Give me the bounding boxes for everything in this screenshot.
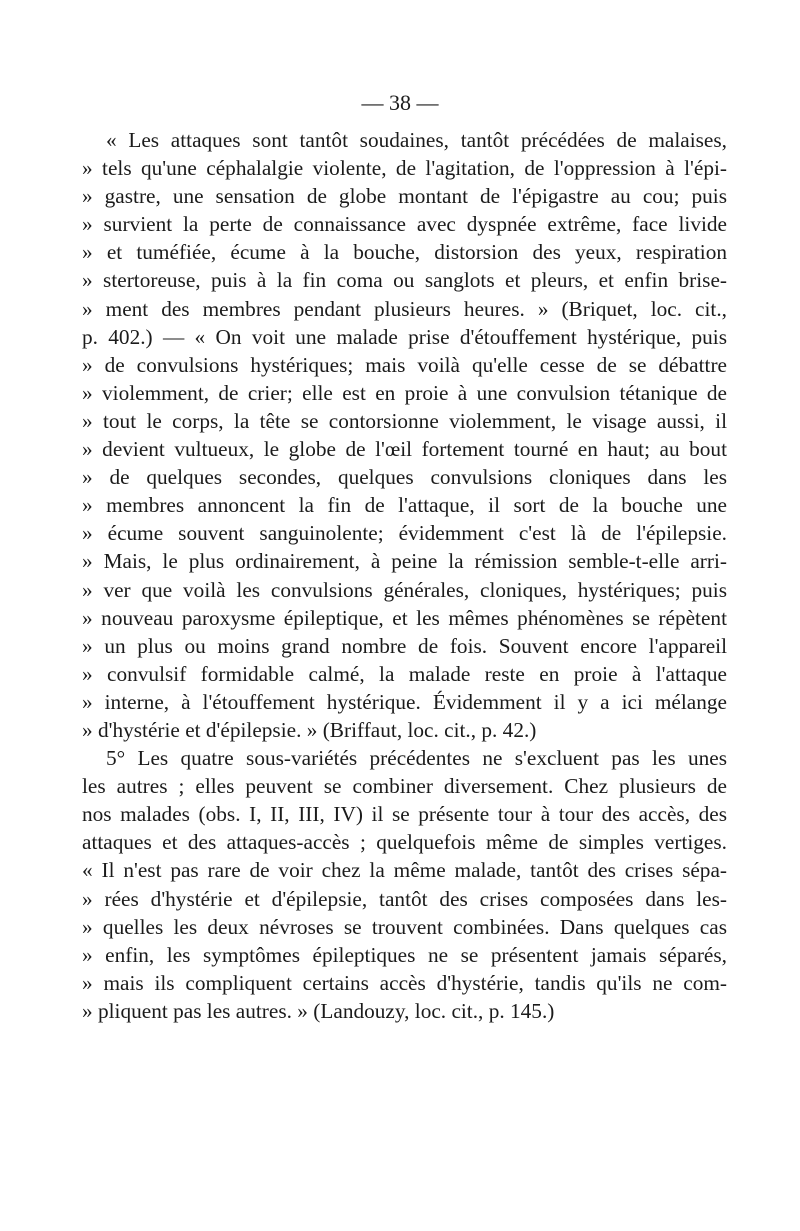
text-line: » tout le corps, la tête se contorsionne violemment, le visage aussi, il [82,408,727,433]
text-line: » ment des membres pendant plusieurs heures. » (Briquet, loc. cit., [82,296,727,321]
text-line: » survient la perte de connaissance avec dyspnée extrême, face livide [82,212,727,237]
text-line: 5° Les quatre sous-variétés précédentes ne s'excluent pas les unes [106,746,727,771]
text-line: » devient vultueux, le globe de l'œil fortement tourné en haut; au bout [82,437,727,462]
text-line: » ver que voilà les convulsions générales, cloniques, hystériques; puis [82,577,727,602]
text-line: » convulsif formidable calmé, la malade reste en proie à l'attaque [82,661,727,686]
text-line: » Mais, le plus ordinairement, à peine la rémission semble-t-elle arri- [82,549,727,574]
text-line: les autres ; elles peuvent se combiner diversement. Chez plusieurs de [82,774,727,799]
text-line: » écume souvent sanguinolente; évidemment c'est là de l'épilepsie. [82,521,727,546]
text-line: » de convulsions hystériques; mais voilà qu'elle cesse de se débattre [82,352,727,377]
text-line: » quelles les deux névroses se trouvent combinées. Dans quelques cas [82,914,727,939]
text-line: nos malades (obs. I, II, III, IV) il se présente tour à tour des accès, des [82,802,727,827]
text-line: » mais ils compliquent certains accès d'hystérie, tandis qu'ils ne com- [82,970,727,995]
body-text [82,126,727,1025]
text-line: » gastre, une sensation de globe montant de l'épigastre au cou; puis [82,184,727,209]
text-line: » rées d'hystérie et d'épilepsie, tantôt des crises composées dans les- [82,886,727,911]
text-line: » violemment, de crier; elle est en proie à une convulsion tétanique de [82,380,727,405]
text-line: » et tuméfiée, écume à la bouche, distorsion des yeux, respiration [82,240,727,265]
text-line: » nouveau paroxysme épileptique, et les mêmes phénomènes se répètent [82,605,727,630]
text-line: » membres annoncent la fin de l'attaque, il sort de la bouche une [82,493,727,518]
text-line: attaques et des attaques-accès ; quelquefois même de simples vertiges. [82,830,727,855]
page-number: — 38 — [361,90,439,115]
text-line: p. 402.) — « On voit une malade prise d'étouffement hystérique, puis [82,324,727,349]
text-line: » interne, à l'étouffement hystérique. Évidemment il y a ici mélange [82,689,727,714]
text-line: » pliquent pas les autres. » (Landouzy, loc. cit., p. 145.) [82,998,555,1023]
text-line: » d'hystérie et d'épilepsie. » (Briffaut, loc. cit., p. 42.) [82,717,537,742]
text-line: » de quelques secondes, quelques convulsions cloniques dans les [82,465,727,490]
text-line: » enfin, les symptômes épileptiques ne se présentent jamais séparés, [82,942,727,967]
text-line: « Il n'est pas rare de voir chez la même malade, tantôt des crises sépa- [82,858,727,883]
text-line: » stertoreuse, puis à la fin coma ou sanglots et pleurs, et enfin brise- [82,268,727,293]
text-line: » un plus ou moins grand nombre de fois. Souvent encore l'appareil [82,633,727,658]
text-line: « Les attaques sont tantôt soudaines, tantôt précédées de malaises, [106,128,727,152]
text-line: » tels qu'une céphalalgie violente, de l'agitation, de l'oppression à l'épi- [82,156,727,181]
